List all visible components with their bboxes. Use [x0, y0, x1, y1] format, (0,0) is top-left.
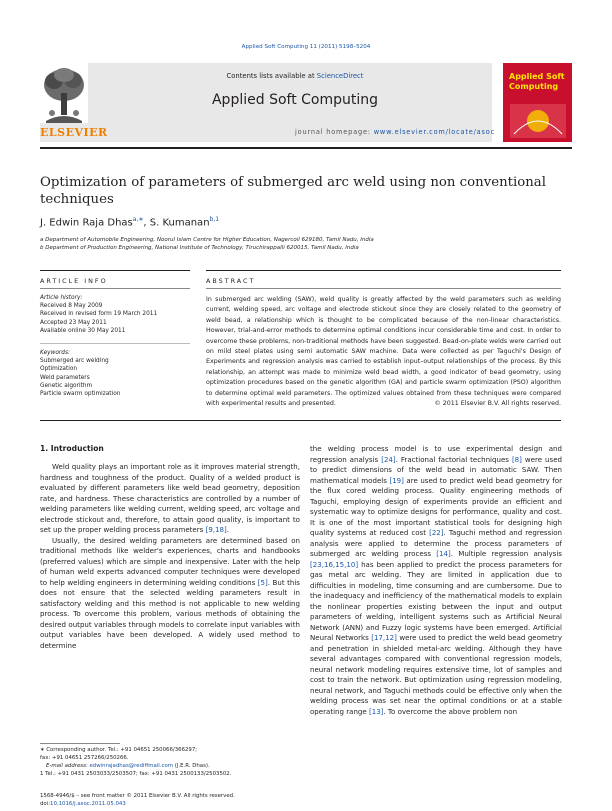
footnote-fax: fax: +91 04651 257266/250266. — [40, 755, 129, 761]
intro-paragraph — [40, 536, 300, 652]
publisher-wordmark: ELSEVIER — [40, 126, 108, 139]
abstract-bottom-rule — [40, 420, 561, 421]
keyword-item: Submerged arc welding — [40, 358, 109, 365]
footnote-rule — [40, 743, 120, 744]
keyword-item: Particle swarm optimization — [40, 391, 121, 398]
abstract-heading: ABSTRACT — [206, 277, 256, 285]
footnote-email — [40, 762, 302, 770]
article-info-rule — [40, 288, 190, 289]
text-run: . — [226, 525, 230, 534]
citation-link[interactable]: [24] — [381, 454, 396, 464]
journal-reference[interactable]: Applied Soft Computing 11 (2011) 5198–5204 — [241, 44, 371, 50]
history-label: Article history: — [40, 295, 83, 301]
author-separator: , — [143, 217, 150, 229]
keyword-item: Genetic algorithm — [40, 382, 93, 389]
citation-link[interactable]: [13] — [368, 706, 384, 716]
text-run: . To overcome the above problem non — [383, 706, 518, 716]
citation-link[interactable]: [14] — [436, 549, 451, 558]
text-run: are used to predict weld bead geometry for the flux cored welding process. Quality engineering methods of Taguchi, employing design of experiments provide an efficient and systematic way to optimize designs for performance, quality and cost. It is one of the most important statistical tools for designing high quality systems at reduced cost — [310, 475, 562, 537]
text-run: . Multiple regression analysis — [450, 549, 562, 558]
abstract-copyright: © 2011 Elsevier B.V. All rights reserved. — [434, 400, 561, 407]
contents-available — [100, 72, 490, 80]
citation-link[interactable]: [17,12] — [371, 633, 397, 642]
footnotes — [40, 746, 302, 778]
journal-name: Applied Soft Computing — [211, 92, 379, 108]
author-name: J. Edwin Raja Dhas — [40, 217, 133, 229]
text-run: Usually, the desired welding parameters are determined based on traditional methods like welder's experiences, charts and handbooks (preferred values) which are simple and inexpensive. Later with the help of human weld experts advanced computer techniques were developed to help welding engineers in determining welding conditions — [40, 535, 300, 587]
text-run: Weld quality plays an important role as it improves material strength, hardness and toughness of the product. Quality of a welded product is evaluated by different parameters like weld bead geometry, deposition rate, and hardness. These characteristics are controlled by a number of welding parameters like welding current, welding speed, arc voltage and electrode stickout and, therefore, to attain good quality, is important to set up the proper welding process parameters — [40, 462, 300, 534]
doi-line — [40, 800, 235, 808]
footnote-corresponding: ∗ Corresponding author. Tel.: +91 04651 250066/366297; — [40, 747, 198, 753]
affiliation-b: b Department of Production Engineering, National Institute of Technology, Tiruchirappalli 620015, Tamil Nadu, India — [40, 245, 359, 251]
citation-link[interactable]: [22] — [429, 528, 444, 537]
intro-paragraph — [40, 462, 300, 536]
text-run: were used to predict the weld bead geometry and penetration in shielded metal-arc welding. Although they have several advantages compared with conventional regression models, neural network modeling requires extensive time, lot of samples and cost to train the network. But optimization using regression modeling, neural network, and Taguchi methods could be effective only when the welding process was set near the optimal conditions or at a stable operating range — [310, 633, 562, 716]
text-run: were used to predict dimensions of the weld bead in automatic SAW. Then mathematical models — [310, 454, 563, 485]
homepage-prefix: journal homepage: — [295, 128, 374, 136]
intro-paragraph — [310, 444, 562, 717]
citation-link[interactable]: [5] — [257, 577, 268, 587]
keywords-block — [40, 349, 190, 398]
email-suffix: (J.E.R. Dhas). — [173, 763, 210, 769]
author-name: S. Kumanan — [149, 217, 210, 229]
article-info-rule-top — [40, 270, 190, 271]
email-link[interactable]: edwinrajadhas@rediffmail.com — [89, 763, 173, 769]
abstract-rule-top — [206, 270, 561, 271]
section-heading-introduction: 1. Introduction — [40, 444, 104, 453]
abstract-rule — [206, 288, 561, 289]
citation-link[interactable]: [9,18] — [205, 525, 227, 534]
issn-doi-block — [40, 792, 235, 808]
history-item: Accepted 23 May 2011 — [40, 319, 107, 326]
author-affiliation-marker[interactable]: a,∗ — [132, 216, 144, 223]
footnote-tel: 1 Tel.: +91 0431 2503033/2503507; fax: +91 0431 2500133/2503502. — [40, 771, 232, 777]
text-run: the welding process model is to use experimental design and regression analysis — [310, 444, 562, 464]
doi-prefix: doi: — [40, 801, 51, 807]
email-label: E-mail address: — [46, 763, 90, 769]
text-run: . Fractional factorial techniques — [395, 454, 512, 464]
sciencedirect-link[interactable]: ScienceDirect — [316, 72, 364, 80]
doi-link[interactable]: 10.1016/j.asoc.2011.05.043 — [50, 801, 126, 807]
homepage-link[interactable]: www.elsevier.com/locate/asoc — [373, 128, 495, 136]
issn-line: 1568-4946/$ – see front matter © 2011 Elsevier B.V. All rights reserved. — [40, 793, 235, 799]
history-item: Received 8 May 2009 — [40, 303, 103, 310]
keywords-label: Keywords: — [40, 350, 70, 356]
cover-artwork-icon — [510, 104, 566, 138]
cover-title: Applied Soft Computing — [509, 72, 565, 91]
keyword-item: Weld parameters — [40, 374, 90, 381]
text-run: . But this does not ensure that the selected welding parameters result in satisfactory welding and this method is not applicable to new welding process. To overcome this problem, various methods of obtaining the desired output variables through models to correlate input variables with output variables have been developed. A widely used method to determine — [40, 577, 300, 650]
author-affiliation-marker[interactable]: b,1 — [209, 216, 220, 223]
journal-homepage — [185, 128, 495, 136]
intro-left-column — [40, 462, 300, 651]
keyword-item: Optimization — [40, 366, 78, 373]
intro-right-column — [310, 444, 562, 717]
citation-link[interactable]: [8] — [511, 454, 522, 464]
history-item: Available online 30 May 2011 — [40, 327, 126, 334]
article-info-divider — [40, 343, 190, 344]
affiliation-a: a Department of Automobile Engineering, Noorul Islam Centre for Higher Education, Nagercoil 629180, Tamil Nadu, India — [40, 237, 374, 243]
history-item: Received in revised form 19 March 2011 — [40, 311, 158, 318]
citation-link[interactable]: [23,16,15,10] — [310, 559, 359, 569]
text-run: has been applied to predict the process parameters for gas metal arc welding. They are limited in application due to difficulties in modeling, time consuming and are cumbersome. Due to the inadequacy and inefficiency of the mathematical models to explain the nonlinear properties existing between the input and output parameters of welding, intelligent systems such as Artificial Neural Network (ANN) and Fuzzy logic systems have been emerged. Artificial Neural Networks — [310, 559, 562, 642]
article-history — [40, 294, 190, 335]
paper-title: Optimization of parameters of submerged arc weld using non conventional techniques — [40, 175, 546, 207]
citation-link[interactable]: [19] — [389, 475, 404, 485]
abstract-body: In submerged arc welding (SAW), weld quality is greatly affected by the weld parameters such as welding current, welding speed, arc voltage and electrode stickout since they are closely related to the geometry of weld bead, a relationship which is thought to be complicated because of the non-linear characteristics. However, trial-and-error methods to determine optimal conditions incur considerable time and cost. In order to overcome these problems, non-traditional methods have been suggested. Bead-on-plate welds were carried out on mild steel plates using semi automatic SAW machine. Data were collected as per Taguchi's Design of Experiments and regression analysis was carried to establish input–output relationships of the process. By this relationship, an attempt was made to minimize weld bead width, a good indicator of bead geometry, using optimization procedures based on the genetic algorithm (GA) and particle swarm optimization (PSO) algorithm to determine optimal weld parameters. The optimized values obtained from these techniques were compared with experimental results and presented. — [206, 296, 561, 408]
author-list — [40, 216, 219, 228]
contents-prefix: Contents lists available at — [226, 72, 317, 80]
header-divider — [40, 147, 572, 149]
text-run: . Taguchi method and regression analysis were applied to determine the process parameters of submerged arc welding process — [310, 528, 562, 558]
article-info-heading: ARTICLE INFO — [40, 277, 108, 285]
elsevier-tree-logo — [40, 63, 88, 135]
